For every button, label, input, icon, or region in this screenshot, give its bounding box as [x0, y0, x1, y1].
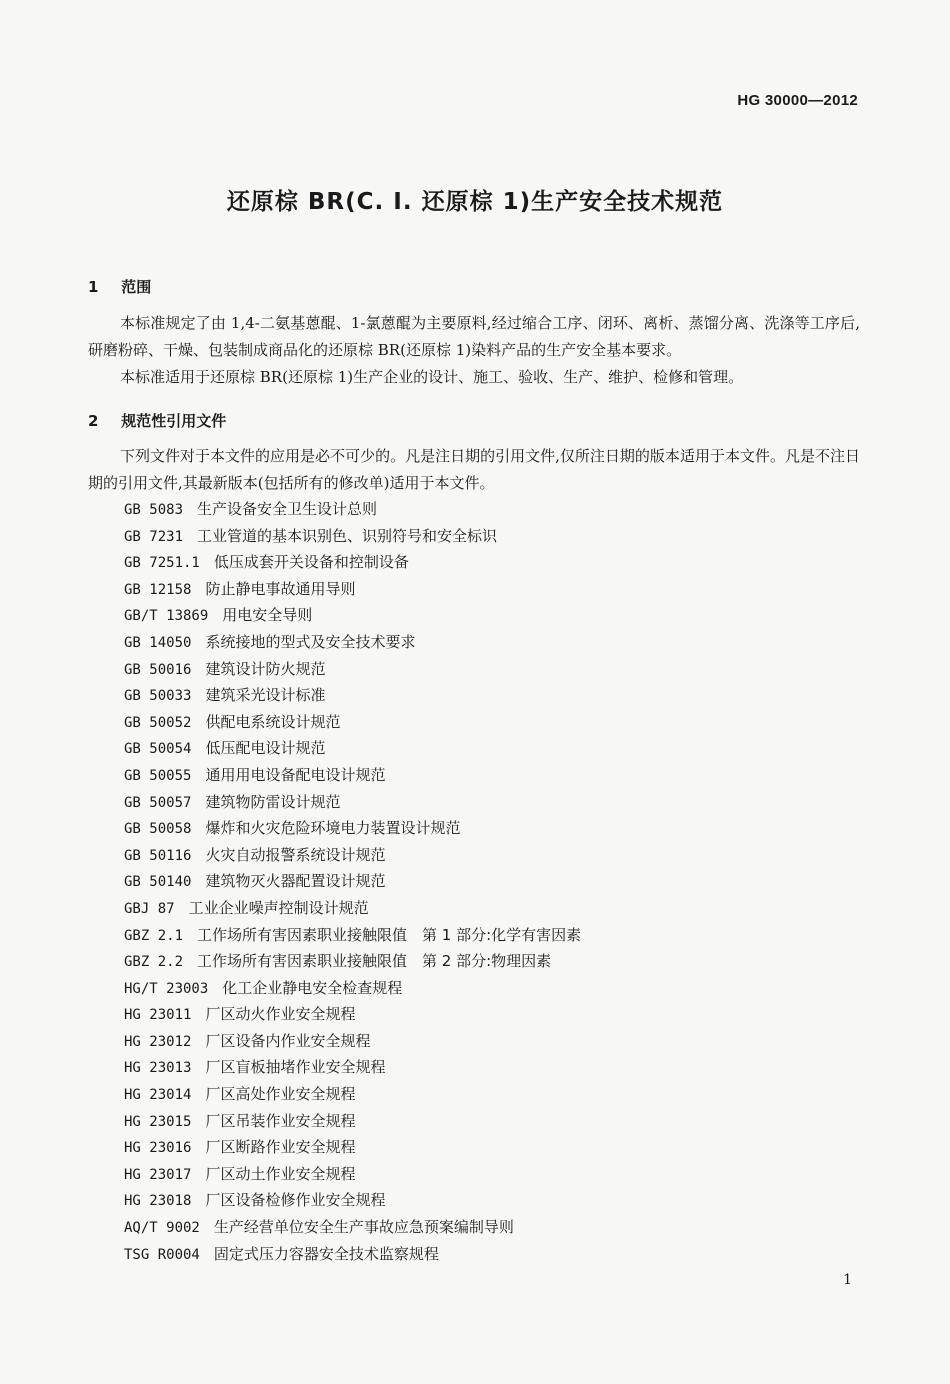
- reference-code: AQ/T 9002: [124, 1220, 200, 1237]
- reference-item: [124, 948, 581, 975]
- page-number: 1: [843, 1272, 852, 1288]
- reference-item: [124, 922, 581, 949]
- section-heading-normative-references: [88, 410, 226, 431]
- section-title: 范围: [121, 278, 152, 296]
- reference-code: GBZ 2.1: [124, 927, 184, 944]
- reference-title: 固定式压力容器安全技术监察规程: [213, 1244, 439, 1263]
- reference-item: [124, 576, 581, 603]
- reference-title: 厂区高处作业安全规程: [205, 1085, 356, 1104]
- reference-list: [124, 496, 581, 1267]
- section-title: 规范性引用文件: [121, 412, 227, 430]
- reference-code: GB 50057: [124, 794, 192, 811]
- paragraph: 本标准规定了由 1,4-二氨基蒽醌、1-氯蒽醌为主要原料,经过缩合工序、闭环、离析、蒸馏分离、洗涤等工序后,研磨粉碎、干燥、包装制成商品化的还原棕 BR(还原棕 1)染料产品的生产安全基本要求。: [88, 314, 860, 359]
- reference-title: 低压配电设计规范: [205, 739, 326, 758]
- reference-code: HG 23014: [124, 1087, 192, 1104]
- reference-code: GB 50140: [124, 874, 192, 891]
- reference-title: 厂区断路作业安全规程: [205, 1138, 356, 1157]
- reference-title: 建筑物灭火器配置设计规范: [205, 872, 386, 891]
- reference-title: 系统接地的型式及安全技术要求: [205, 632, 416, 651]
- reference-code: GB 50054: [124, 741, 192, 758]
- reference-item: [124, 1001, 581, 1028]
- reference-code: GBJ 87: [124, 900, 175, 917]
- reference-item: [124, 735, 581, 762]
- reference-code: GB 7251.1: [124, 555, 200, 572]
- reference-title: 工作场所有害因素职业接触限值 第 1 部分:化学有害因素: [197, 925, 582, 944]
- reference-item: [124, 629, 581, 656]
- paragraph: 本标准适用于还原棕 BR(还原棕 1)生产企业的设计、施工、验收、生产、维护、检修和管理。: [120, 368, 744, 386]
- reference-item: [124, 1028, 581, 1055]
- reference-item: [124, 1241, 581, 1268]
- reference-item: [124, 1134, 581, 1161]
- standard-code: HG 30000—2012: [737, 92, 858, 109]
- reference-title: 工业企业噪声控制设计规范: [188, 898, 369, 917]
- reference-item: [124, 496, 581, 523]
- reference-title: 防止静电事故通用导则: [205, 579, 356, 598]
- reference-title: 建筑物防雷设计规范: [205, 792, 341, 811]
- reference-code: GB 50016: [124, 661, 192, 678]
- reference-code: HG 23015: [124, 1113, 192, 1130]
- reference-item: [124, 709, 581, 736]
- reference-item: [124, 1081, 581, 1108]
- reference-item: [124, 842, 581, 869]
- reference-title: 建筑设计防火规范: [205, 659, 326, 678]
- reference-item: [124, 868, 581, 895]
- reference-item: [124, 789, 581, 816]
- reference-code: GB 50116: [124, 847, 192, 864]
- reference-title: 工业管道的基本识别色、识别符号和安全标识: [197, 526, 498, 545]
- reference-title: 厂区吊装作业安全规程: [205, 1111, 356, 1130]
- reference-item: [124, 549, 581, 576]
- reference-title: 厂区动火作业安全规程: [205, 1005, 356, 1024]
- paragraph: 下列文件对于本文件的应用是必不可少的。凡是注日期的引用文件,仅所注日期的版本适用于本文件。凡是不注日期的引用文件,其最新版本(包括所有的修改单)适用于本文件。: [88, 447, 860, 492]
- reference-title: 低压成套开关设备和控制设备: [213, 553, 409, 572]
- reference-item: [124, 523, 581, 550]
- reference-item: [124, 1187, 581, 1214]
- reference-title: 建筑采光设计标准: [205, 686, 326, 705]
- reference-code: HG 23011: [124, 1007, 192, 1024]
- reference-code: GB 50055: [124, 767, 192, 784]
- reference-code: GB 50052: [124, 714, 192, 731]
- reference-code: HG 23012: [124, 1033, 192, 1050]
- section-heading-scope: [88, 276, 151, 297]
- reference-code: HG 23017: [124, 1166, 192, 1183]
- reference-item: [124, 762, 581, 789]
- reference-code: GB 7231: [124, 528, 184, 545]
- reference-code: GB/T 13869: [124, 608, 209, 625]
- reference-code: GB 5083: [124, 502, 184, 518]
- reference-code: HG 23018: [124, 1193, 192, 1210]
- section-number: 1: [88, 278, 99, 296]
- reference-title: 化工企业静电安全检查规程: [222, 978, 403, 997]
- reference-code: TSG R0004: [124, 1246, 200, 1263]
- reference-item: [124, 656, 581, 683]
- reference-title: 厂区盲板抽堵作业安全规程: [205, 1058, 386, 1077]
- reference-title: 生产经营单位安全生产事故应急预案编制导则: [213, 1218, 514, 1237]
- reference-item: [124, 1214, 581, 1241]
- reference-title: 生产设备安全卫生设计总则: [197, 500, 378, 518]
- reference-title: 通用用电设备配电设计规范: [205, 765, 386, 784]
- reference-code: GB 14050: [124, 634, 192, 651]
- reference-item: [124, 602, 581, 629]
- reference-title: 供配电系统设计规范: [205, 712, 341, 731]
- reference-item: [124, 815, 581, 842]
- section-number: 2: [88, 412, 99, 430]
- document-title: 还原棕 BR(C. I. 还原棕 1)生产安全技术规范: [226, 189, 724, 215]
- reference-item: [124, 1161, 581, 1188]
- reference-code: HG 23016: [124, 1140, 192, 1157]
- reference-item: [124, 1054, 581, 1081]
- reference-item: [124, 895, 581, 922]
- reference-title: 火灾自动报警系统设计规范: [205, 845, 386, 864]
- reference-code: GB 50033: [124, 688, 192, 705]
- reference-title: 厂区设备内作业安全规程: [205, 1031, 371, 1050]
- reference-item: [124, 1108, 581, 1135]
- reference-code: HG 23013: [124, 1060, 192, 1077]
- reference-title: 用电安全导则: [222, 606, 313, 625]
- reference-code: GBZ 2.2: [124, 954, 184, 971]
- reference-item: [124, 975, 581, 1002]
- reference-title: 厂区设备检修作业安全规程: [205, 1191, 386, 1210]
- reference-title: 爆炸和火灾危险环境电力装置设计规范: [205, 819, 461, 838]
- reference-item: [124, 682, 581, 709]
- reference-code: GB 50058: [124, 821, 192, 838]
- reference-code: GB 12158: [124, 581, 192, 598]
- reference-code: HG/T 23003: [124, 980, 209, 997]
- reference-title: 厂区动土作业安全规程: [205, 1164, 356, 1183]
- reference-title: 工作场所有害因素职业接触限值 第 2 部分:物理因素: [197, 952, 552, 971]
